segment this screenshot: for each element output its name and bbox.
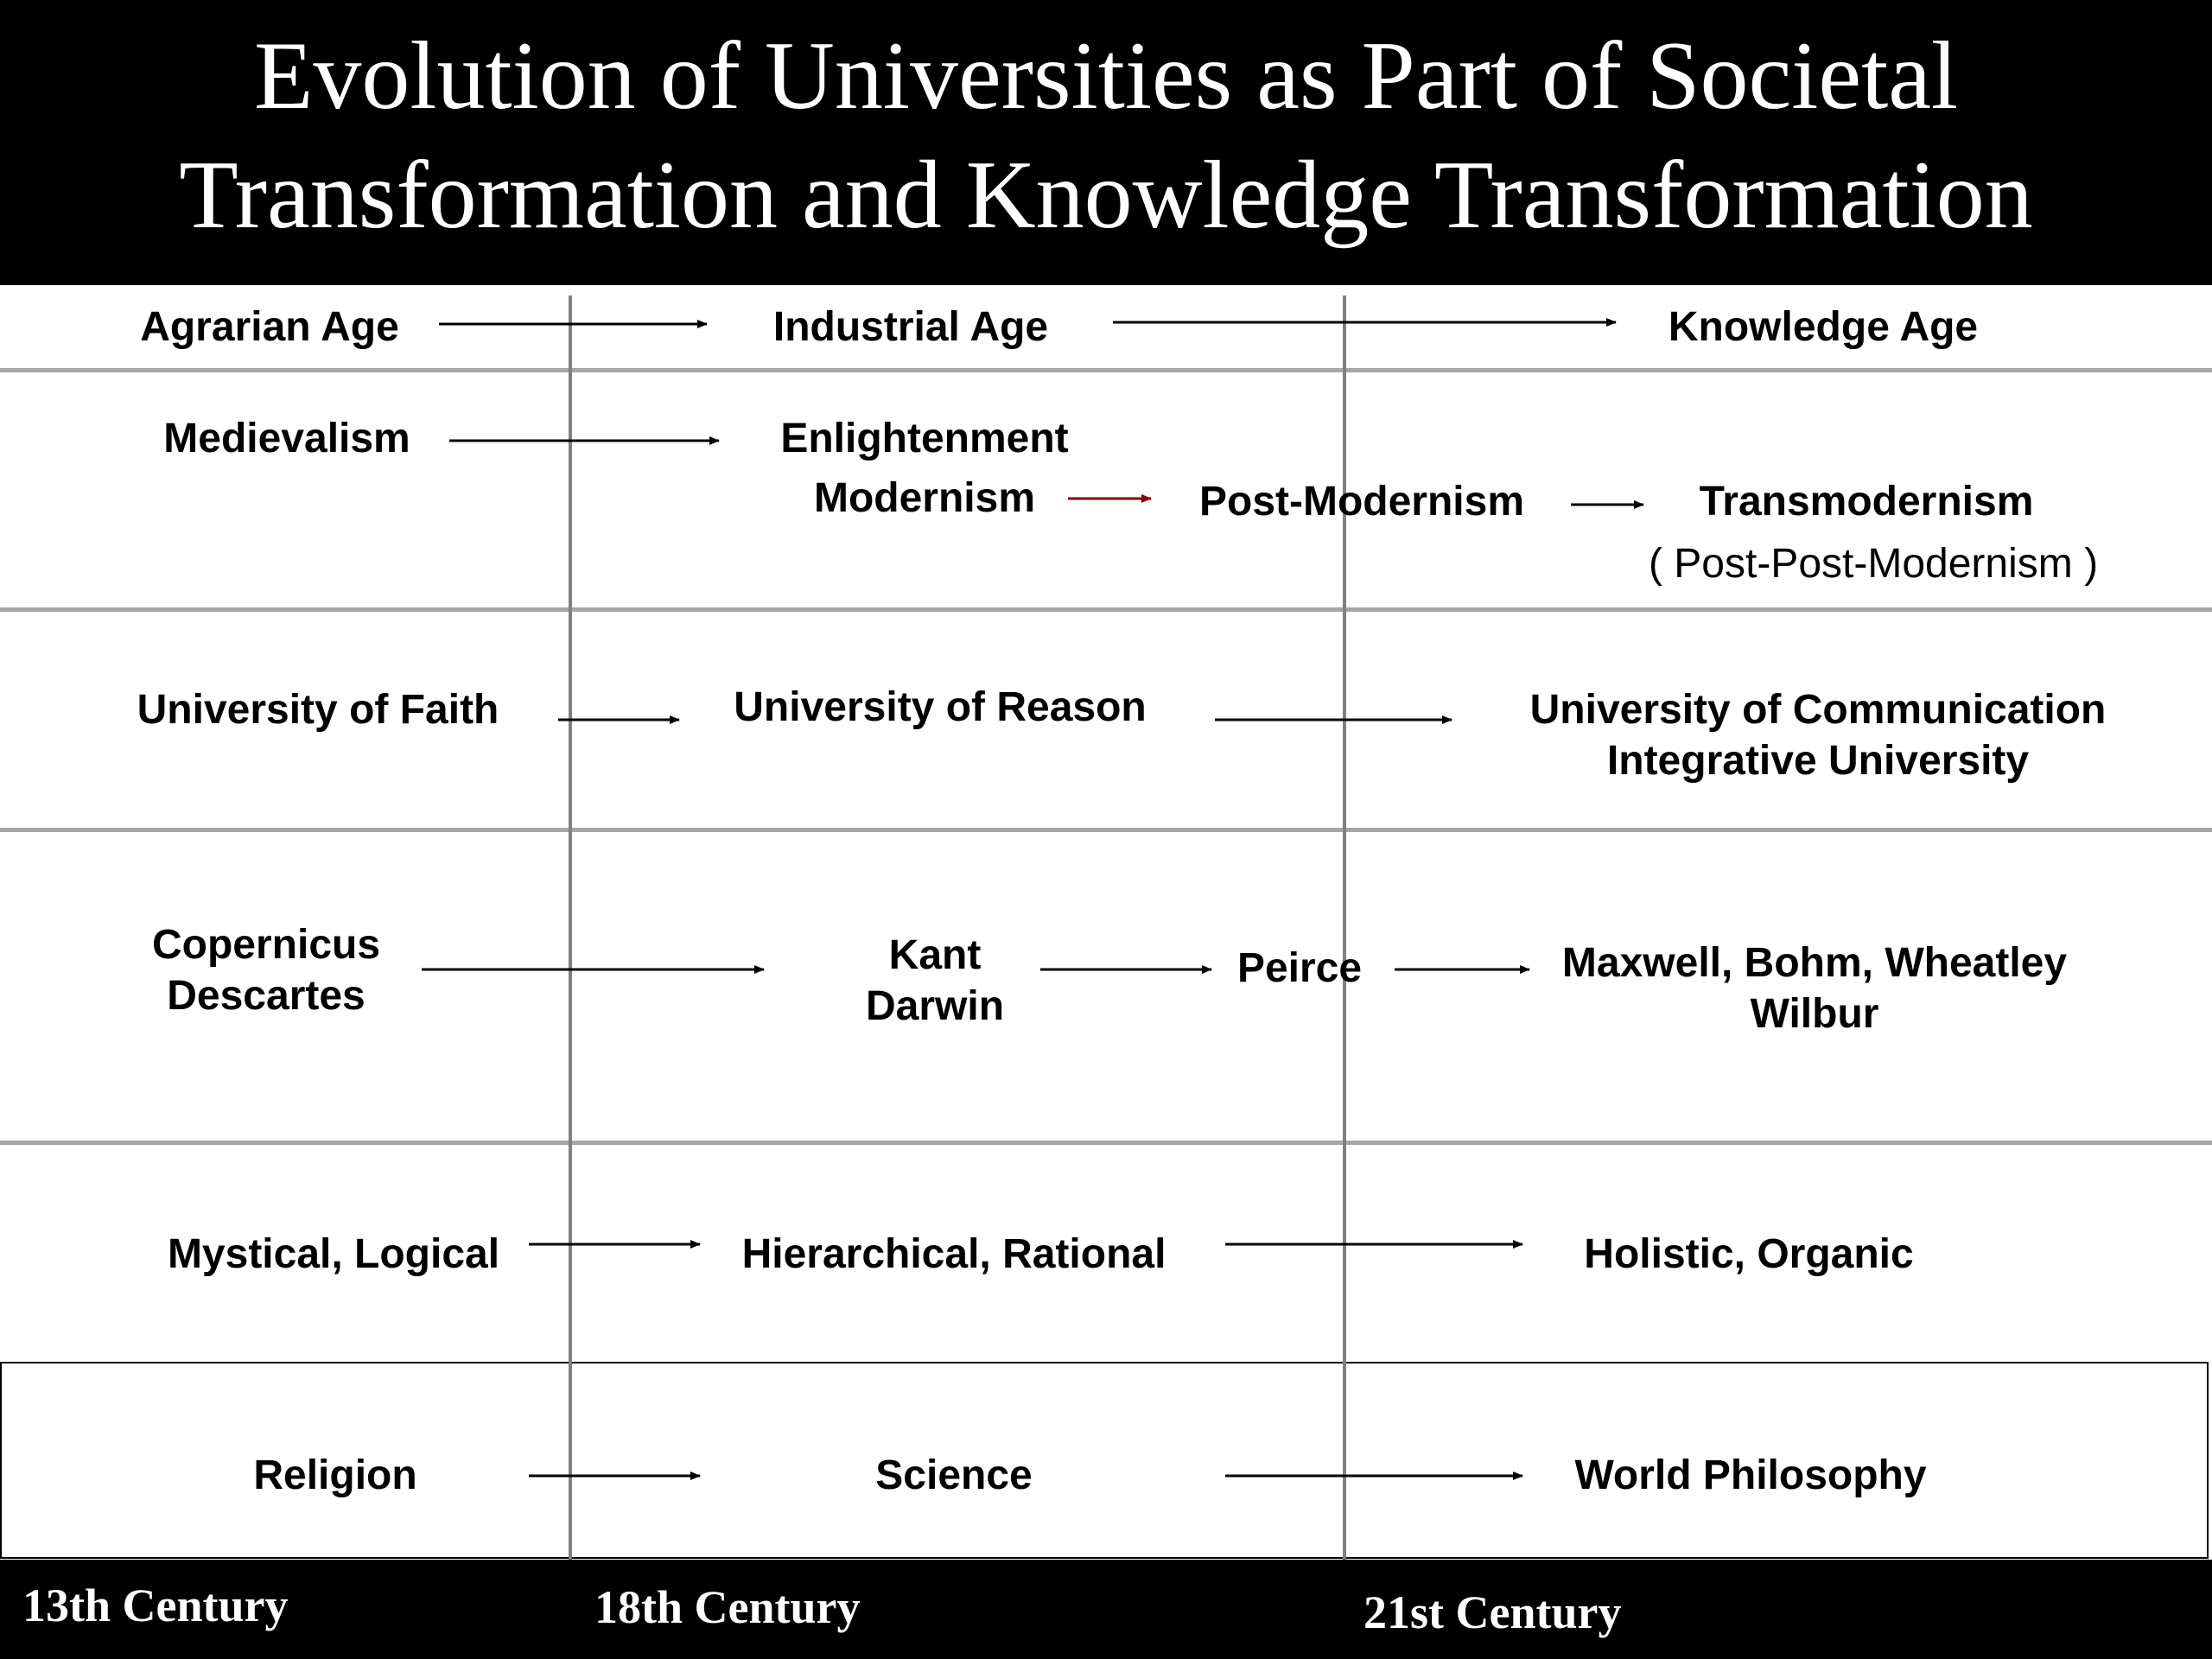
label-world-philosophy: World Philosophy: [1574, 1452, 1927, 1498]
label-descartes: Descartes: [167, 973, 365, 1019]
label-post-post-modernism: ( Post-Post-Modernism ): [1648, 541, 2099, 587]
label-enlightenment: Enlightenment: [780, 416, 1069, 461]
title-line-2: Transformation and Knowledge Transformation: [179, 142, 2033, 249]
title-line-1: Evolution of Universities as Part of Societal: [253, 22, 1959, 130]
label-maxwell-bohm-wheatley: Maxwell, Bohm, Wheatley: [1561, 940, 2068, 986]
label-industrial-age: Industrial Age: [772, 304, 1049, 350]
label-integrative-university: Integrative University: [1606, 738, 2030, 784]
label-post-modernism: Post-Modernism: [1198, 479, 1525, 524]
label-wilbur: Wilbur: [1750, 991, 1879, 1037]
label-knowledge-age: Knowledge Age: [1668, 304, 1979, 350]
label-science: Science: [875, 1452, 1033, 1498]
label-university-of-reason: University of Reason: [734, 684, 1147, 730]
century-bar: [0, 1560, 2212, 1659]
label-21st-century: 21st Century: [1363, 1586, 1622, 1638]
label-university-of-communication: University of Communication: [1529, 687, 2107, 733]
label-hierarchical-rational: Hierarchical, Rational: [741, 1231, 1166, 1277]
label-modernism: Modernism: [813, 475, 1036, 521]
label-agrarian-age: Agrarian Age: [140, 304, 399, 350]
label-darwin: Darwin: [865, 983, 1005, 1029]
label-transmodernism: Transmodernism: [1699, 479, 2034, 524]
label-kant: Kant: [888, 932, 982, 978]
label-university-of-faith: University of Faith: [137, 687, 499, 733]
label-holistic-organic: Holistic, Organic: [1584, 1231, 1914, 1277]
label-medievalism: Medievalism: [163, 416, 410, 461]
label-18th-century: 18th Century: [594, 1581, 861, 1633]
label-13th-century: 13th Century: [22, 1580, 289, 1631]
label-mystical-logical: Mystical, Logical: [167, 1231, 500, 1277]
label-religion: Religion: [253, 1452, 417, 1498]
label-copernicus: Copernicus: [151, 922, 381, 968]
label-peirce: Peirce: [1236, 945, 1363, 991]
